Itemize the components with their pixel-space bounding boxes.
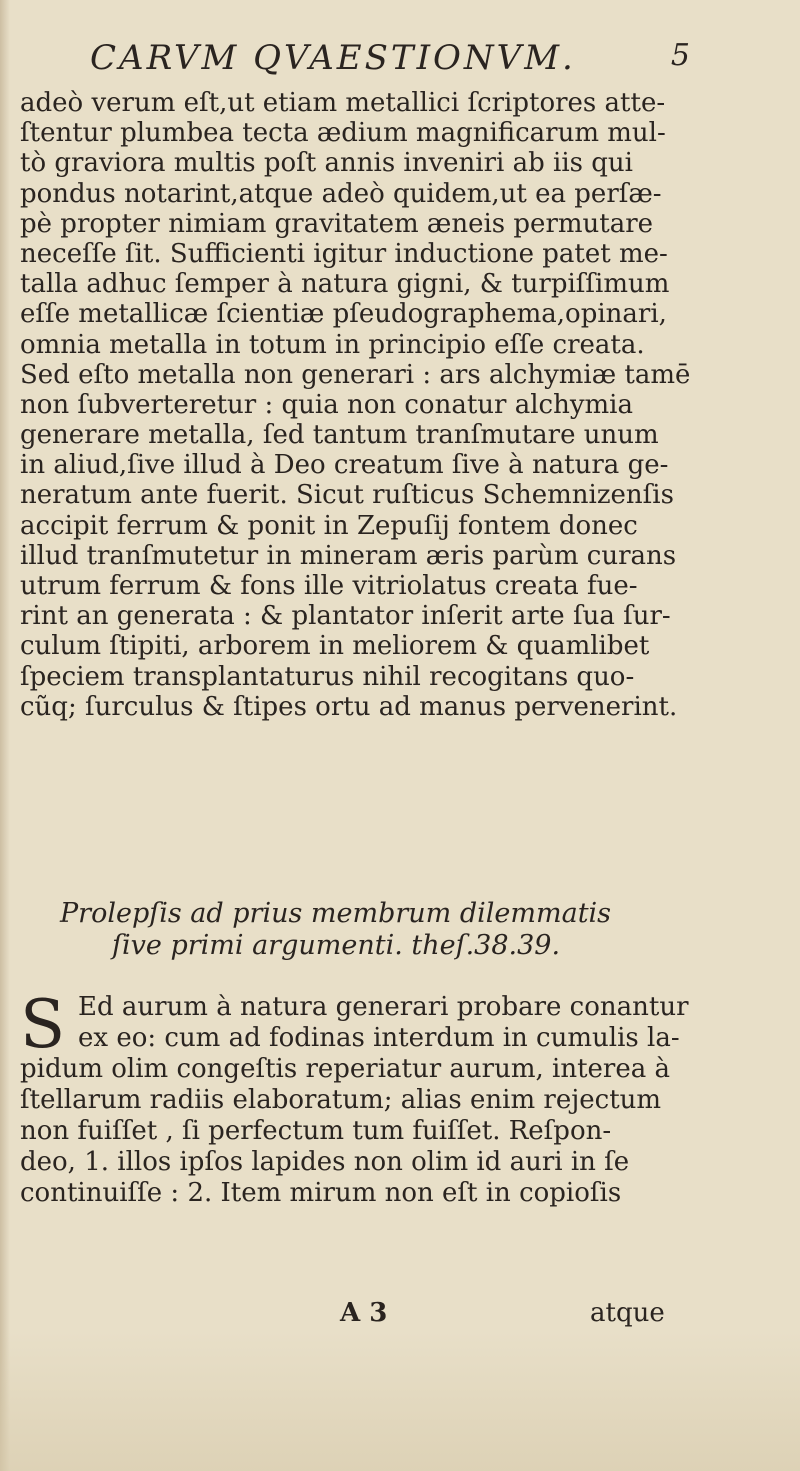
page-footer xyxy=(0,1298,800,1334)
text-line: in aliud,ſive illud à Deo creatum ſive à natura ge- xyxy=(20,450,669,481)
text-line: generare metalla, ſed tantum tranſmutare unum xyxy=(20,420,659,451)
text-line: adeò verum eſt,ut etiam metallici ſcriptores atte- xyxy=(20,88,666,118)
text-line: ex eo: cum ad fodinas interdum in cumulis la- xyxy=(78,1023,680,1053)
text-line: ſpeciem transplantaturus nihil recogitans quo- xyxy=(20,661,635,692)
heading-line: Prolepſis ad prius membrum dilemmatis xyxy=(60,898,612,929)
text-line: pidum olim congeſtis reperiatur aurum, interea à xyxy=(20,1054,671,1084)
heading-line: ſive primi argumenti. theſ.38.39. xyxy=(112,930,561,961)
text-line: illud tranſmutetur in mineram æris parùm curans xyxy=(20,540,677,571)
text-line: omnia metalla in totum in principio eſſe creata. xyxy=(20,329,645,360)
text-line: pondus notarint,atque adeò quidem,ut ea perſæ- xyxy=(20,178,662,209)
text-line: non ſubverteretur : quia non conatur alchymia xyxy=(20,389,633,420)
text-line: tò graviora multis poſt annis inveniri ab iis qui xyxy=(20,148,633,179)
text-line: ſtentur plumbea tecta ædium magnificarum mul- xyxy=(20,118,666,149)
text-line: continuiſſe : 2. Item mirum non eſt in copioſis xyxy=(20,1178,622,1208)
catchword: atque xyxy=(590,1298,665,1328)
text-line: pè propter nimiam gravitatem æneis permutare xyxy=(20,208,654,239)
signature-mark: A 3 xyxy=(340,1298,388,1328)
text-line: accipit ferrum & ponit in Zepuſij fontem donec xyxy=(20,510,638,541)
text-line: neratum ante fuerit. Sicut ruſticus Schemnizenſis xyxy=(20,480,674,511)
text-line: Sed eſto metalla non generari : ars alchymiæ tamē xyxy=(20,359,691,390)
drop-cap: S xyxy=(20,986,66,1063)
text-line: rint an generata : & plantator inſerit arte ſua ſur- xyxy=(20,601,671,632)
text-line: deo, 1. illos ipſos lapides non olim id auri in ſe xyxy=(20,1147,630,1177)
text-line: Ed aurum à natura generari probare conantur xyxy=(78,992,689,1022)
text-line: cũq; ſurculus & ſtipes ortu ad manus pervenerint. xyxy=(20,691,678,722)
running-head xyxy=(90,38,690,84)
section-heading xyxy=(60,898,700,962)
running-title: CARVM QVAESTIONVM. xyxy=(90,38,576,78)
text-line: neceſſe ſit. Sufficienti igitur inductione patet me- xyxy=(20,238,668,269)
text-line: non fuiſſet , ſi perfectum tum fuiſſet. Reſpon- xyxy=(20,1116,612,1146)
page-number: 5 xyxy=(670,38,690,73)
text-line: talla adhuc ſemper à natura gigni, & turpiſſimum xyxy=(20,269,670,300)
text-line: eſſe metallicæ ſcientiæ pſeudographema,opinari, xyxy=(20,299,667,330)
text-line: ſtellarum radiis elaboratum; alias enim rejectum xyxy=(20,1085,662,1115)
text-line: utrum ferrum & fons ille vitriolatus creata fue- xyxy=(20,571,638,601)
text-line: culum ſtipiti, arborem in meliorem & quamlibet xyxy=(20,631,650,662)
paragraph-2 xyxy=(20,986,710,1209)
paragraph-1 xyxy=(20,88,700,722)
